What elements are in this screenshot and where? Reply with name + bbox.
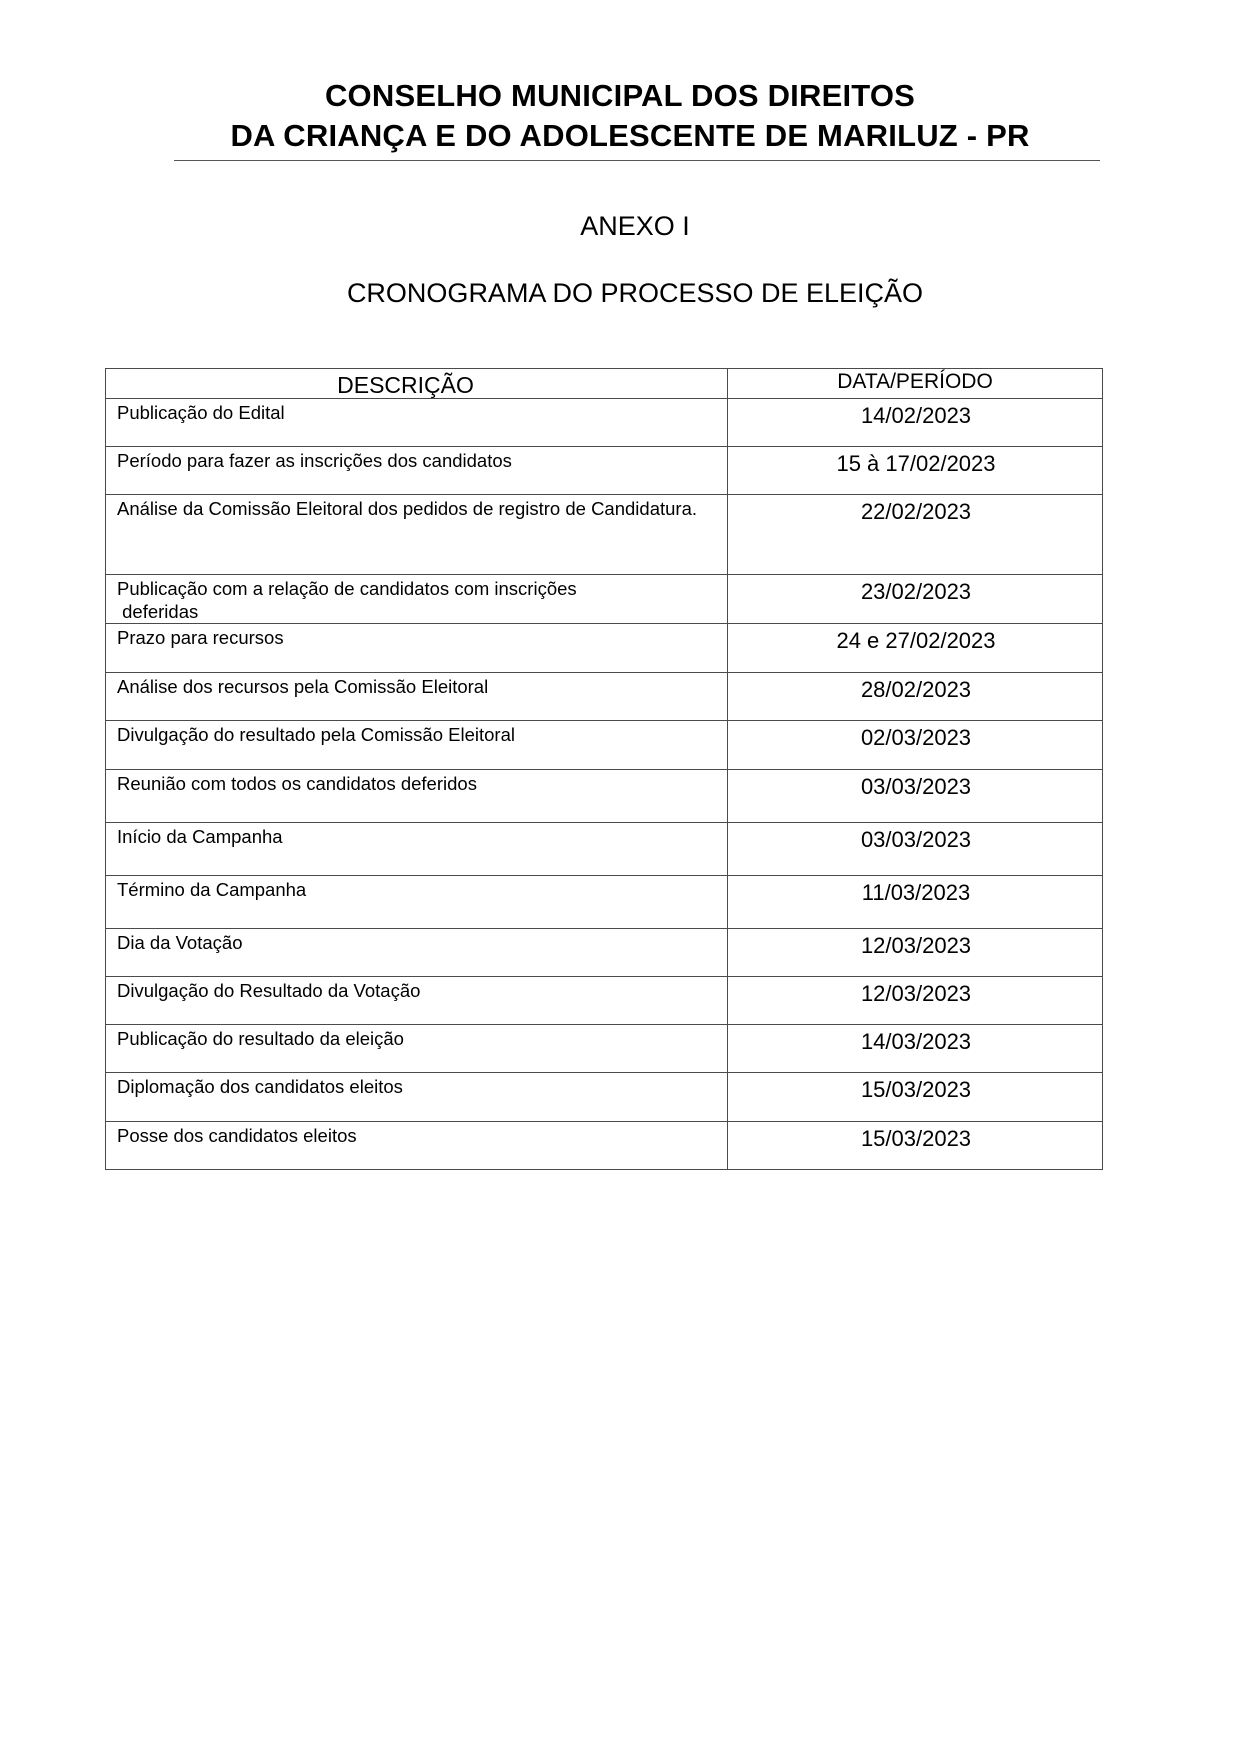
date-cell — [728, 673, 1103, 721]
table-row — [106, 575, 1103, 624]
date-cell — [728, 1025, 1103, 1073]
column-header-date — [728, 369, 1103, 399]
table-row — [106, 1073, 1103, 1122]
table-row — [106, 770, 1103, 823]
description-cell — [106, 977, 728, 1025]
date-cell — [728, 823, 1103, 876]
description-text: Diplomação dos candidatos eleitos — [117, 1076, 403, 1097]
date-cell — [728, 399, 1103, 447]
description-cell — [106, 495, 728, 575]
document-header — [0, 76, 1240, 156]
table-row — [106, 447, 1103, 495]
date-cell — [728, 624, 1103, 673]
table-row — [106, 495, 1103, 575]
date-cell — [728, 721, 1103, 770]
description-cell — [106, 929, 728, 977]
date-text: 22/02/2023 — [860, 499, 972, 524]
date-text: 03/03/2023 — [860, 774, 972, 799]
description-text: Publicação do Edital — [117, 402, 285, 423]
table-row — [106, 721, 1103, 770]
description-text: Análise da Comissão Eleitoral dos pedidos de registro de Candidatura. — [117, 498, 698, 519]
description-cell — [106, 673, 728, 721]
column-header-description-label: DESCRIÇÃO — [337, 372, 474, 398]
date-text: 11/03/2023 — [861, 880, 971, 905]
date-text: 03/03/2023 — [860, 827, 972, 852]
description-text: Publicação com a relação de candidatos com inscrições deferidas — [117, 578, 577, 622]
date-cell — [728, 447, 1103, 495]
description-text: Divulgação do Resultado da Votação — [117, 980, 421, 1001]
table-header-row — [106, 369, 1103, 399]
annex-subtitle: CRONOGRAMA DO PROCESSO DE ELEIÇÃO — [346, 278, 924, 308]
description-cell — [106, 876, 728, 929]
description-cell — [106, 1025, 728, 1073]
council-name-line-2: DA CRIANÇA E DO ADOLESCENTE DE MARILUZ - PR — [230, 118, 1030, 153]
description-text: Dia da Votação — [117, 932, 243, 953]
column-header-description — [106, 369, 728, 399]
description-cell — [106, 770, 728, 823]
description-text: Prazo para recursos — [117, 627, 284, 648]
column-header-date-label: DATA/PERÍODO — [837, 370, 993, 393]
table-row — [106, 399, 1103, 447]
table-row — [106, 624, 1103, 673]
table-body — [106, 399, 1103, 1170]
description-cell — [106, 721, 728, 770]
date-cell — [728, 575, 1103, 624]
council-name-line-1: CONSELHO MUNICIPAL DOS DIREITOS — [324, 78, 916, 113]
date-text: 02/03/2023 — [860, 725, 972, 750]
description-text: Término da Campanha — [117, 879, 307, 900]
description-cell — [106, 447, 728, 495]
table-row — [106, 1122, 1103, 1170]
description-cell — [106, 1073, 728, 1122]
description-text: Início da Campanha — [117, 826, 283, 847]
description-text: Publicação do resultado da eleição — [117, 1028, 404, 1049]
date-text: 12/03/2023 — [860, 981, 972, 1006]
date-cell — [728, 876, 1103, 929]
date-text: 15/03/2023 — [860, 1077, 972, 1102]
description-cell — [106, 575, 728, 624]
description-cell — [106, 624, 728, 673]
description-text: Divulgação do resultado pela Comissão Eleitoral — [117, 724, 515, 745]
description-text: Reunião com todos os candidatos deferidos — [117, 773, 477, 794]
description-text: Período para fazer as inscrições dos candidatos — [117, 450, 512, 471]
table-row — [106, 876, 1103, 929]
date-text: 28/02/2023 — [860, 677, 972, 702]
date-cell — [728, 929, 1103, 977]
date-cell — [728, 977, 1103, 1025]
date-text: 14/02/2023 — [860, 403, 972, 428]
date-cell — [728, 770, 1103, 823]
table-row — [106, 929, 1103, 977]
table-row — [106, 673, 1103, 721]
date-text: 12/03/2023 — [860, 933, 972, 958]
date-text: 15/03/2023 — [860, 1126, 972, 1151]
date-text: 15 à 17/02/2023 — [836, 451, 996, 476]
description-text: Posse dos candidatos eleitos — [117, 1125, 357, 1146]
election-schedule-table — [105, 368, 1103, 1170]
date-cell — [728, 1073, 1103, 1122]
description-cell — [106, 1122, 728, 1170]
table-row — [106, 823, 1103, 876]
date-cell — [728, 1122, 1103, 1170]
description-cell — [106, 823, 728, 876]
date-text: 14/03/2023 — [860, 1029, 972, 1054]
table-row — [106, 1025, 1103, 1073]
table-row — [106, 977, 1103, 1025]
description-text: Análise dos recursos pela Comissão Eleitoral — [117, 676, 489, 697]
date-text: 23/02/2023 — [860, 579, 972, 604]
date-cell — [728, 495, 1103, 575]
date-text: 24 e 27/02/2023 — [836, 628, 996, 653]
description-cell — [106, 399, 728, 447]
header-divider — [174, 160, 1100, 161]
annex-title: ANEXO I — [580, 211, 690, 241]
